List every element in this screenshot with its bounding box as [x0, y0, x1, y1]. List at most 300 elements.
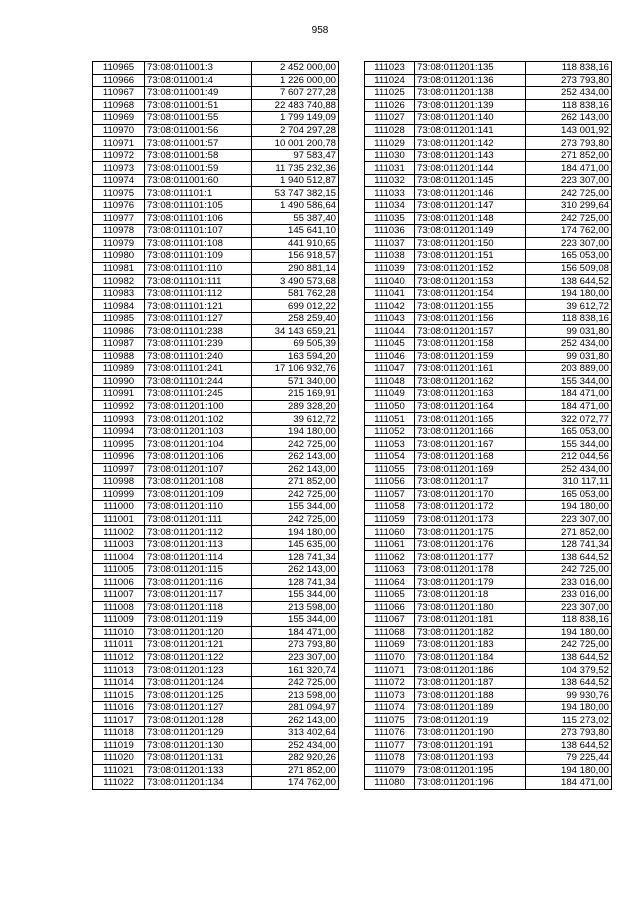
table-row	[93, 438, 339, 451]
cadastral-number-cell: 73:08:011201:191	[415, 739, 526, 752]
row-number-cell: 111022	[93, 777, 145, 790]
table-row	[365, 488, 612, 501]
value-cell: 262 143,00	[526, 112, 612, 125]
value-cell: 128 741,34	[252, 551, 339, 564]
row-number-cell: 111074	[365, 701, 415, 714]
value-cell: 212 044,56	[526, 450, 612, 463]
cadastral-number-cell: 73:08:011201:150	[415, 237, 526, 250]
value-cell: 571 340,00	[252, 375, 339, 388]
row-number-cell: 111042	[365, 300, 415, 313]
table-row	[93, 338, 339, 351]
table-row	[365, 400, 612, 413]
value-cell: 252 434,00	[252, 739, 339, 752]
cadastral-number-cell: 73:08:011201:147	[415, 200, 526, 213]
cadastral-number-cell: 73:08:011201:18	[415, 588, 526, 601]
row-number-cell: 111019	[93, 739, 145, 752]
value-cell: 165 053,00	[526, 425, 612, 438]
row-number-cell: 111016	[93, 701, 145, 714]
cadastral-number-cell: 73:08:011101:108	[145, 237, 252, 250]
row-number-cell: 110985	[93, 312, 145, 325]
row-number-cell: 111000	[93, 501, 145, 514]
cadastral-number-cell: 73:08:011201:183	[415, 639, 526, 652]
row-number-cell: 111014	[93, 676, 145, 689]
cadastral-number-cell: 73:08:011201:110	[145, 501, 252, 514]
value-cell: 155 344,00	[526, 375, 612, 388]
cadastral-number-cell: 73:08:011201:109	[145, 488, 252, 501]
row-number-cell: 111021	[93, 764, 145, 777]
value-cell: 273 793,80	[526, 137, 612, 150]
row-number-cell: 110983	[93, 287, 145, 300]
row-number-cell: 111033	[365, 187, 415, 200]
value-cell: 2 704 297,28	[252, 124, 339, 137]
row-number-cell: 111073	[365, 689, 415, 702]
table-row	[93, 601, 339, 614]
row-number-cell: 111026	[365, 99, 415, 112]
cadastral-number-cell: 73:08:011201:100	[145, 400, 252, 413]
row-number-cell: 110988	[93, 350, 145, 363]
value-cell: 156 918,57	[252, 250, 339, 263]
value-cell: 184 471,00	[252, 626, 339, 639]
row-number-cell: 111076	[365, 726, 415, 739]
row-number-cell: 111005	[93, 563, 145, 576]
value-cell: 215 169,91	[252, 388, 339, 401]
value-cell: 282 920,26	[252, 752, 339, 765]
row-number-cell: 111009	[93, 614, 145, 627]
cadastral-number-cell: 73:08:011201:111	[145, 513, 252, 526]
value-cell: 313 402,64	[252, 726, 339, 739]
cadastral-number-cell: 73:08:011201:17	[415, 476, 526, 489]
cadastral-number-cell: 73:08:011201:193	[415, 752, 526, 765]
cadastral-number-cell: 73:08:011201:131	[145, 752, 252, 765]
cadastral-number-cell: 73:08:011201:112	[145, 526, 252, 539]
table-row	[93, 538, 339, 551]
table-row	[365, 777, 612, 790]
row-number-cell: 111015	[93, 689, 145, 702]
value-cell: 138 644,52	[526, 739, 612, 752]
row-number-cell: 111050	[365, 400, 415, 413]
row-number-cell: 110968	[93, 99, 145, 112]
row-number-cell: 110979	[93, 237, 145, 250]
row-number-cell: 111061	[365, 538, 415, 551]
cadastral-number-cell: 73:08:011201:196	[415, 777, 526, 790]
value-cell: 7 607 277,28	[252, 87, 339, 100]
cadastral-number-cell: 73:08:011201:120	[145, 626, 252, 639]
value-cell: 143 001,92	[526, 124, 612, 137]
value-cell: 581 762,28	[252, 287, 339, 300]
table-row	[365, 375, 612, 388]
cadastral-number-cell: 73:08:011201:146	[415, 187, 526, 200]
row-number-cell: 111045	[365, 338, 415, 351]
table-row	[93, 262, 339, 275]
cadastral-number-cell: 73:08:011201:135	[415, 62, 526, 75]
cadastral-number-cell: 73:08:011201:143	[415, 149, 526, 162]
row-number-cell: 111004	[93, 551, 145, 564]
row-number-cell: 111034	[365, 200, 415, 213]
value-cell: 138 644,52	[526, 275, 612, 288]
value-cell: 242 725,00	[252, 488, 339, 501]
cadastral-number-cell: 73:08:011101:111	[145, 275, 252, 288]
value-cell: 242 725,00	[526, 563, 612, 576]
table-row	[365, 312, 612, 325]
table-row	[365, 601, 612, 614]
row-number-cell: 111044	[365, 325, 415, 338]
value-cell: 290 881,14	[252, 262, 339, 275]
row-number-cell: 111053	[365, 438, 415, 451]
table-row	[93, 62, 339, 75]
table-row	[93, 563, 339, 576]
cadastral-number-cell: 73:08:011201:107	[145, 463, 252, 476]
row-number-cell: 111059	[365, 513, 415, 526]
value-cell: 213 598,00	[252, 601, 339, 614]
table-row	[365, 287, 612, 300]
table-row	[365, 250, 612, 263]
cadastral-number-cell: 73:08:011201:116	[145, 576, 252, 589]
value-cell: 1 799 149,09	[252, 112, 339, 125]
value-cell: 118 838,16	[526, 312, 612, 325]
row-number-cell: 111039	[365, 262, 415, 275]
table-row	[365, 363, 612, 376]
cadastral-number-cell: 73:08:011101:245	[145, 388, 252, 401]
value-cell: 242 725,00	[252, 676, 339, 689]
cadastral-number-cell: 73:08:011201:124	[145, 676, 252, 689]
cadastral-number-cell: 73:08:011201:190	[415, 726, 526, 739]
value-cell: 99 930,76	[526, 689, 612, 702]
value-cell: 233 016,00	[526, 588, 612, 601]
value-cell: 138 644,52	[526, 651, 612, 664]
table-row	[93, 388, 339, 401]
value-cell: 699 012,22	[252, 300, 339, 313]
table-row	[93, 752, 339, 765]
row-number-cell: 111040	[365, 275, 415, 288]
value-cell: 271 852,00	[252, 476, 339, 489]
row-number-cell: 110997	[93, 463, 145, 476]
cadastral-number-cell: 73:08:011201:104	[145, 438, 252, 451]
value-cell: 223 307,00	[526, 601, 612, 614]
value-cell: 289 328,20	[252, 400, 339, 413]
table-row	[365, 614, 612, 627]
table-row	[365, 350, 612, 363]
row-number-cell: 110996	[93, 450, 145, 463]
cadastral-number-cell: 73:08:011201:102	[145, 413, 252, 426]
value-cell: 145 641,10	[252, 225, 339, 238]
table-row	[93, 413, 339, 426]
value-cell: 1 940 512,87	[252, 174, 339, 187]
table-row	[93, 701, 339, 714]
table-row	[365, 588, 612, 601]
cadastral-number-cell: 73:08:011101:109	[145, 250, 252, 263]
table-row	[365, 174, 612, 187]
table-row	[93, 513, 339, 526]
cadastral-number-cell: 73:08:011201:136	[415, 74, 526, 87]
value-cell: 194 180,00	[252, 425, 339, 438]
value-cell: 184 471,00	[526, 162, 612, 175]
table-row	[93, 325, 339, 338]
table-row	[93, 187, 339, 200]
table-row	[365, 275, 612, 288]
cadastral-number-cell: 73:08:011201:182	[415, 626, 526, 639]
cadastral-number-cell: 73:08:011201:163	[415, 388, 526, 401]
cadastral-number-cell: 73:08:011101:106	[145, 212, 252, 225]
row-number-cell: 110965	[93, 62, 145, 75]
row-number-cell: 111025	[365, 87, 415, 100]
cadastral-number-cell: 73:08:011201:184	[415, 651, 526, 664]
row-number-cell: 111006	[93, 576, 145, 589]
value-cell: 242 725,00	[526, 187, 612, 200]
cadastral-number-cell: 73:08:011101:1	[145, 187, 252, 200]
row-number-cell: 110978	[93, 225, 145, 238]
table-row	[93, 162, 339, 175]
cadastral-number-cell: 73:08:011201:134	[145, 777, 252, 790]
value-cell: 34 143 659,21	[252, 325, 339, 338]
cadastral-number-cell: 73:08:011201:167	[415, 438, 526, 451]
value-cell: 1 226 000,00	[252, 74, 339, 87]
row-number-cell: 111013	[93, 664, 145, 677]
table-row	[365, 651, 612, 664]
value-cell: 262 143,00	[252, 450, 339, 463]
table-row	[365, 626, 612, 639]
cadastral-number-cell: 73:08:011201:119	[145, 614, 252, 627]
row-number-cell: 111002	[93, 526, 145, 539]
row-number-cell: 111047	[365, 363, 415, 376]
table-row	[365, 338, 612, 351]
table-row	[93, 363, 339, 376]
value-cell: 194 180,00	[252, 526, 339, 539]
table-row	[93, 551, 339, 564]
cadastral-number-cell: 73:08:011201:177	[415, 551, 526, 564]
value-cell: 194 180,00	[526, 626, 612, 639]
table-row	[93, 588, 339, 601]
value-cell: 165 053,00	[526, 488, 612, 501]
value-cell: 17 106 932,76	[252, 363, 339, 376]
table-row	[365, 563, 612, 576]
value-cell: 242 725,00	[252, 438, 339, 451]
value-cell: 155 344,00	[252, 614, 339, 627]
row-number-cell: 111031	[365, 162, 415, 175]
table-row	[93, 225, 339, 238]
row-number-cell: 110974	[93, 174, 145, 187]
row-number-cell: 110982	[93, 275, 145, 288]
table-row	[93, 375, 339, 388]
cadastral-number-cell: 73:08:011001:56	[145, 124, 252, 137]
value-cell: 163 594,20	[252, 350, 339, 363]
value-cell: 194 180,00	[526, 701, 612, 714]
value-cell: 223 307,00	[526, 237, 612, 250]
table-row	[365, 62, 612, 75]
table-row	[365, 513, 612, 526]
table-row	[365, 425, 612, 438]
value-cell: 39 612,72	[526, 300, 612, 313]
row-number-cell: 111048	[365, 375, 415, 388]
table-row	[93, 714, 339, 727]
row-number-cell: 111071	[365, 664, 415, 677]
cadastral-number-cell: 73:08:011201:168	[415, 450, 526, 463]
cadastral-number-cell: 73:08:011001:4	[145, 74, 252, 87]
cadastral-number-cell: 73:08:011201:144	[415, 162, 526, 175]
value-cell: 262 143,00	[252, 563, 339, 576]
cadastral-number-cell: 73:08:011201:187	[415, 676, 526, 689]
row-number-cell: 110994	[93, 425, 145, 438]
value-cell: 223 307,00	[252, 651, 339, 664]
row-number-cell: 111011	[93, 639, 145, 652]
cadastral-number-cell: 73:08:011001:60	[145, 174, 252, 187]
table-row	[365, 438, 612, 451]
registry-table-right-body	[365, 62, 612, 790]
value-cell: 262 143,00	[252, 714, 339, 727]
table-row	[93, 112, 339, 125]
value-cell: 273 793,80	[252, 639, 339, 652]
value-cell: 242 725,00	[526, 212, 612, 225]
cadastral-number-cell: 73:08:011201:138	[415, 87, 526, 100]
cadastral-number-cell: 73:08:011201:181	[415, 614, 526, 627]
cadastral-number-cell: 73:08:011201:151	[415, 250, 526, 263]
value-cell: 273 793,80	[526, 74, 612, 87]
row-number-cell: 111008	[93, 601, 145, 614]
cadastral-number-cell: 73:08:011201:162	[415, 375, 526, 388]
table-row	[365, 388, 612, 401]
row-number-cell: 111052	[365, 425, 415, 438]
value-cell: 118 838,16	[526, 62, 612, 75]
value-cell: 194 180,00	[526, 764, 612, 777]
table-row	[93, 425, 339, 438]
cadastral-number-cell: 73:08:011201:117	[145, 588, 252, 601]
cadastral-number-cell: 73:08:011201:128	[145, 714, 252, 727]
table-row	[365, 112, 612, 125]
cadastral-number-cell: 73:08:011201:113	[145, 538, 252, 551]
row-number-cell: 111063	[365, 563, 415, 576]
table-row	[93, 488, 339, 501]
row-number-cell: 110981	[93, 262, 145, 275]
cadastral-number-cell: 73:08:011201:118	[145, 601, 252, 614]
table-row	[93, 350, 339, 363]
value-cell: 39 612,72	[252, 413, 339, 426]
value-cell: 252 434,00	[526, 87, 612, 100]
table-row	[365, 212, 612, 225]
table-row	[365, 87, 612, 100]
cadastral-number-cell: 73:08:011201:149	[415, 225, 526, 238]
value-cell: 271 852,00	[526, 526, 612, 539]
value-cell: 79 225,44	[526, 752, 612, 765]
row-number-cell: 110972	[93, 149, 145, 162]
table-row	[365, 689, 612, 702]
cadastral-number-cell: 73:08:011201:179	[415, 576, 526, 589]
table-row	[93, 450, 339, 463]
table-row	[93, 400, 339, 413]
row-number-cell: 111010	[93, 626, 145, 639]
cadastral-number-cell: 73:08:011201:156	[415, 312, 526, 325]
cadastral-number-cell: 73:08:011201:103	[145, 425, 252, 438]
value-cell: 97 583,47	[252, 149, 339, 162]
cadastral-number-cell: 73:08:011201:172	[415, 501, 526, 514]
value-cell: 233 016,00	[526, 576, 612, 589]
table-row	[93, 287, 339, 300]
table-row	[93, 689, 339, 702]
row-number-cell: 110998	[93, 476, 145, 489]
value-cell: 155 344,00	[526, 438, 612, 451]
row-number-cell: 110995	[93, 438, 145, 451]
cadastral-number-cell: 73:08:011201:115	[145, 563, 252, 576]
value-cell: 281 094,97	[252, 701, 339, 714]
cadastral-number-cell: 73:08:011201:114	[145, 551, 252, 564]
cadastral-number-cell: 73:08:011201:173	[415, 513, 526, 526]
cadastral-number-cell: 73:08:011201:170	[415, 488, 526, 501]
value-cell: 310 117,11	[526, 476, 612, 489]
table-row	[365, 325, 612, 338]
row-number-cell: 111058	[365, 501, 415, 514]
table-row	[365, 664, 612, 677]
table-row	[93, 764, 339, 777]
value-cell: 11 735 232,36	[252, 162, 339, 175]
value-cell: 194 180,00	[526, 501, 612, 514]
cadastral-number-cell: 73:08:011201:166	[415, 425, 526, 438]
table-row	[93, 651, 339, 664]
table-row	[365, 99, 612, 112]
cadastral-number-cell: 73:08:011201:189	[415, 701, 526, 714]
row-number-cell: 111077	[365, 739, 415, 752]
row-number-cell: 110984	[93, 300, 145, 313]
row-number-cell: 111070	[365, 651, 415, 664]
cadastral-number-cell: 73:08:011201:140	[415, 112, 526, 125]
cadastral-number-cell: 73:08:011201:130	[145, 739, 252, 752]
table-row	[93, 174, 339, 187]
row-number-cell: 111067	[365, 614, 415, 627]
row-number-cell: 111020	[93, 752, 145, 765]
row-number-cell: 111055	[365, 463, 415, 476]
cadastral-number-cell: 73:08:011201:152	[415, 262, 526, 275]
cadastral-number-cell: 73:08:011001:57	[145, 137, 252, 150]
table-row	[93, 237, 339, 250]
value-cell: 145 635,00	[252, 538, 339, 551]
row-number-cell: 111036	[365, 225, 415, 238]
table-row	[93, 726, 339, 739]
table-row	[93, 149, 339, 162]
value-cell: 213 598,00	[252, 689, 339, 702]
cadastral-number-cell: 73:08:011201:108	[145, 476, 252, 489]
row-number-cell: 110969	[93, 112, 145, 125]
cadastral-number-cell: 73:08:011001:58	[145, 149, 252, 162]
row-number-cell: 111029	[365, 137, 415, 150]
table-row	[365, 476, 612, 489]
row-number-cell: 111035	[365, 212, 415, 225]
row-number-cell: 110987	[93, 338, 145, 351]
value-cell: 203 889,00	[526, 363, 612, 376]
table-row	[93, 250, 339, 263]
row-number-cell: 111003	[93, 538, 145, 551]
row-number-cell: 111001	[93, 513, 145, 526]
table-row	[365, 538, 612, 551]
value-cell: 322 072,77	[526, 413, 612, 426]
table-row	[365, 739, 612, 752]
cadastral-number-cell: 73:08:011001:3	[145, 62, 252, 75]
table-row	[93, 476, 339, 489]
table-row	[93, 463, 339, 476]
table-row	[93, 275, 339, 288]
cadastral-number-cell: 73:08:011201:19	[415, 714, 526, 727]
row-number-cell: 111027	[365, 112, 415, 125]
value-cell: 161 320,74	[252, 664, 339, 677]
row-number-cell: 110986	[93, 325, 145, 338]
table-row	[365, 74, 612, 87]
value-cell: 104 379,52	[526, 664, 612, 677]
row-number-cell: 111017	[93, 714, 145, 727]
value-cell: 128 741,34	[252, 576, 339, 589]
row-number-cell: 110966	[93, 74, 145, 87]
row-number-cell: 111064	[365, 576, 415, 589]
value-cell: 128 741,34	[526, 538, 612, 551]
cadastral-number-cell: 73:08:011101:239	[145, 338, 252, 351]
cadastral-number-cell: 73:08:011201:121	[145, 639, 252, 652]
row-number-cell: 111030	[365, 149, 415, 162]
table-row	[365, 701, 612, 714]
